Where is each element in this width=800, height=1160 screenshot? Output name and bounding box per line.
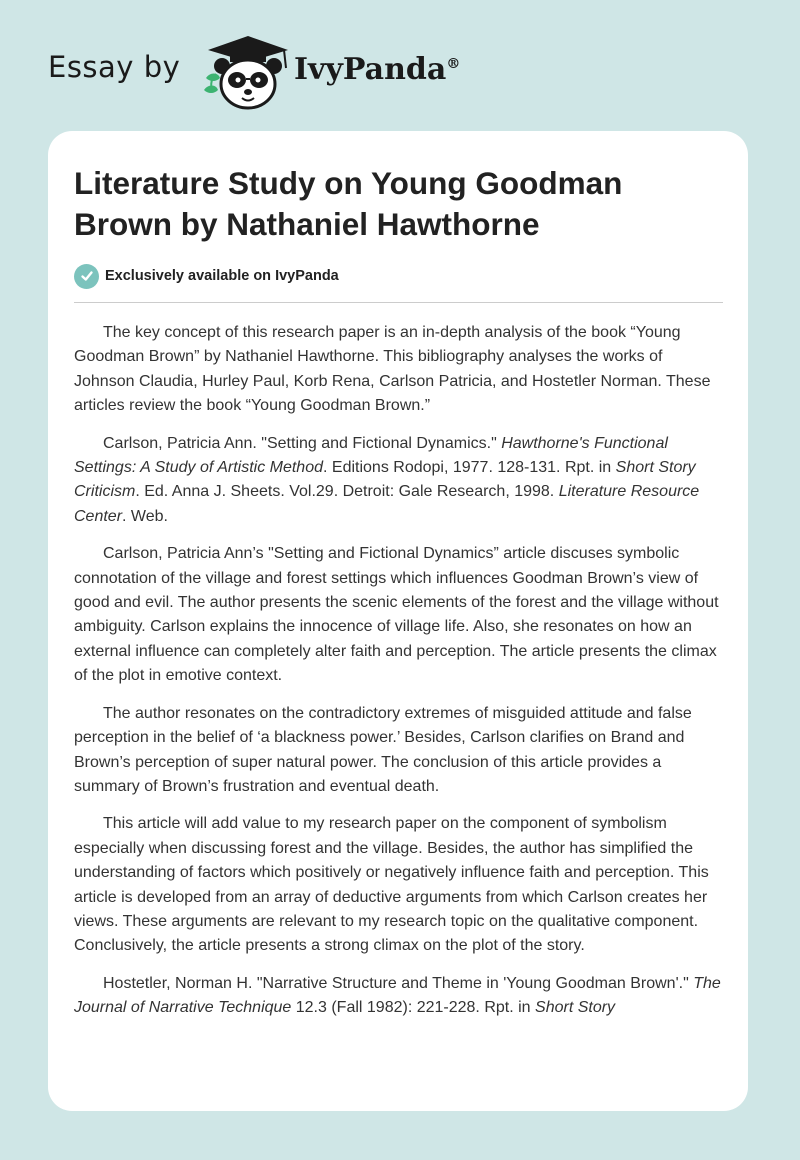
citation-italic: Hawthorne's Functional Settings: A Study of Artistic Method	[74, 434, 668, 477]
exclusive-label: Exclusively available on IvyPanda	[105, 268, 339, 284]
citation-text: Hostetler, Norman H. "Narrative Structure and Theme in 'Young Goodman Brown'."	[103, 974, 694, 992]
checkmark-icon	[74, 264, 99, 289]
essay-body	[74, 321, 726, 1053]
citation-carlson	[74, 432, 726, 530]
citation-italic: The Journal of Narrative Technique	[74, 974, 721, 1017]
brand-name[interactable]	[294, 52, 460, 87]
paragraph-carlson-analysis: The author resonates on the contradictory extremes of misguided attitude and false perception in the belief of ‘a blackness power.’ Besides, Carlson clarifies on Brand and Brown’s perception of super natural power. The conclusion of this article provides a summary of Brown’s frustration and eventual death.	[74, 704, 692, 795]
essay-card	[48, 131, 748, 1111]
citation-hostetler	[74, 972, 726, 1021]
paragraph-carlson-summary: Carlson, Patricia Ann’s "Setting and Fictional Dynamics” article discuses symbolic connotation of the village and forest settings which influences Goodman Brown’s view of good and evil. The author presents the scenic elements of the forest and the village without ambiguity. Carlson explains the innocence of village life. Also, she resonates on how an external influence can completely alter faith and perception. The article presents the climax of the plot in emotive context.	[74, 545, 719, 685]
citation-text: Carlson, Patricia Ann. "Setting and Fictional Dynamics."	[103, 434, 502, 452]
paragraph-intro: The key concept of this research paper is an in-depth analysis of the book “Young Goodman Brown” by Nathaniel Hawthorne. This bibliography analyses the works of Johnson Claudia, Hurley Paul, Korb Rena, Carlson Patricia, and Hostetler Norman. These articles review the book “Young Goodman Brown.”	[74, 324, 711, 415]
panda-mascot-icon	[200, 34, 296, 112]
divider	[74, 302, 723, 303]
registered-mark: ®	[446, 56, 461, 72]
ivypanda-logo[interactable]	[200, 34, 296, 112]
essay-by-label: Essay by	[48, 50, 181, 84]
site-header	[0, 0, 800, 130]
citation-text: . Ed. Anna J. Sheets. Vol.29. Detroit: Gale Research, 1998.	[135, 483, 559, 501]
citation-text: . Web.	[122, 507, 168, 525]
citation-italic: Short Story Criticism	[74, 459, 696, 501]
citation-text: . Editions Rodopi, 1977. 128-131. Rpt. in	[323, 459, 616, 477]
citation-italic: Short Story	[535, 999, 616, 1017]
essay-title: Literature Study on Young Goodman Brown by Nathaniel Hawthorne	[74, 165, 623, 242]
paragraph-carlson-value: This article will add value to my research paper on the component of symbolism especially when discussing forest and the village. Besides, the author has simplified the understanding of factors which positively or negatively influence faith and perception. This article is developed from an array of deductive arguments from which Carlson creates her views. These arguments are relevant to my research topic on the qualitative component. Conclusively, the article presents a strong climax on the plot of the story.	[74, 815, 709, 955]
brand-text: IvyPanda	[294, 52, 447, 87]
citation-text: 12.3 (Fall 1982): 221-228. Rpt. in	[291, 999, 536, 1017]
citation-italic: Literature Resource Center	[74, 483, 700, 525]
exclusive-badge	[74, 263, 339, 289]
